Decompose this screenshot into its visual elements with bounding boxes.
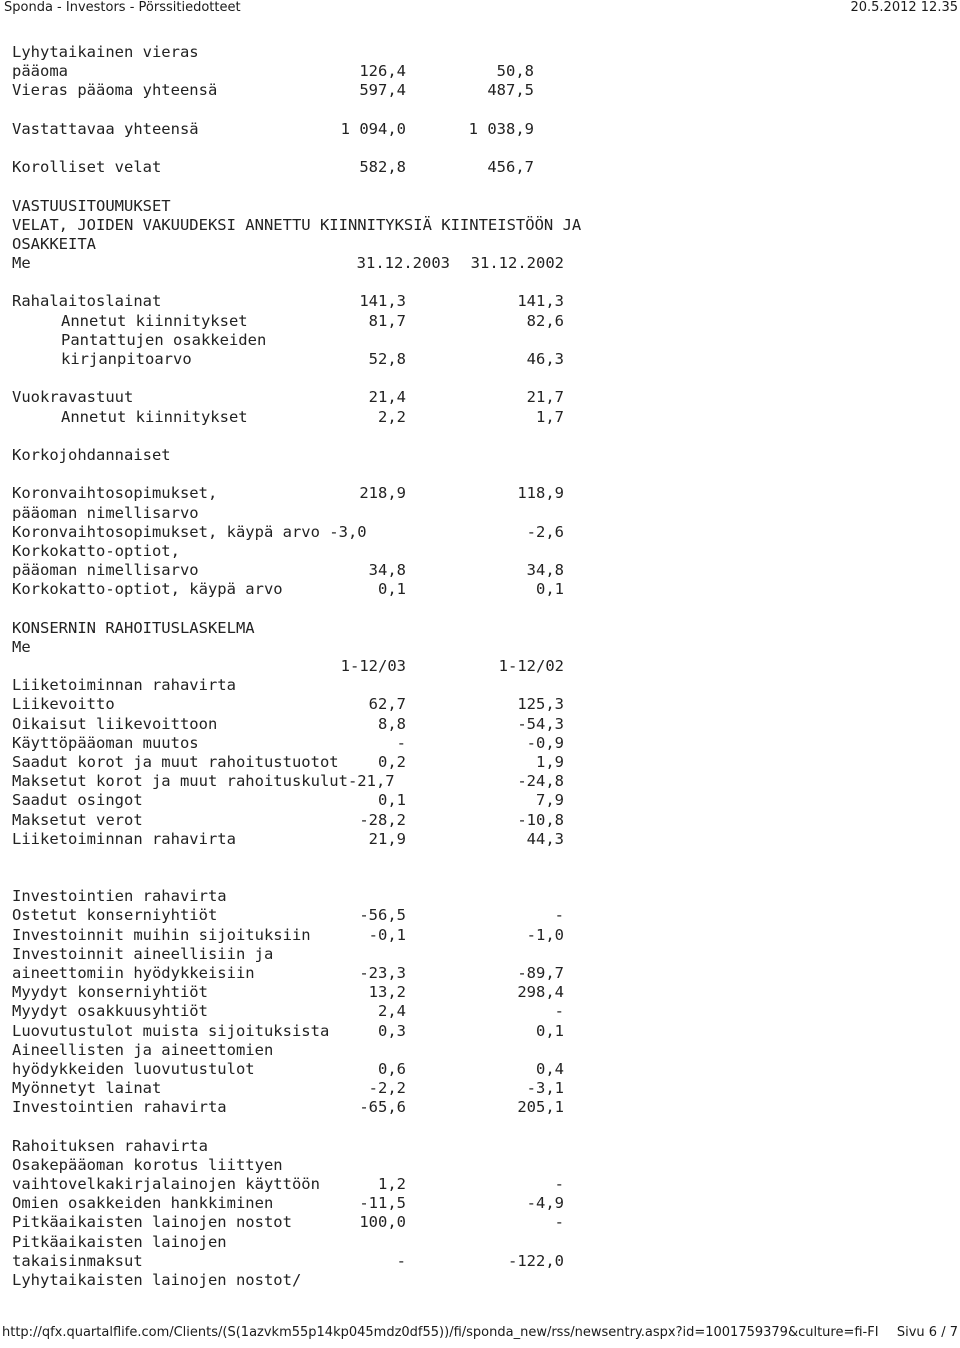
- row-label: Ostetut konserniyhtiöt: [12, 906, 218, 925]
- value-2002: -122,0: [508, 1251, 564, 1270]
- text-line: Lyhytaikaisten lainojen nostot/: [12, 1271, 302, 1289]
- row-label: Vuokravastuut: [12, 388, 134, 407]
- row-label: pääoman nimellisarvo: [12, 561, 199, 580]
- value-2003: 0,6: [378, 1059, 406, 1078]
- table-row: [12, 1079, 942, 1098]
- table-row: [12, 523, 942, 542]
- row-label: vaihtovelkakirjalainojen käyttöön: [12, 1175, 320, 1194]
- value-2002: 456,7: [487, 158, 534, 177]
- page-url: http://qfx.quartalflife.com/Clients/(S(1azvkm55p14kp045mdz0df55))/fi/sponda_new/rss/newsentry.aspx?id=1001759379&culture=fi-FI: [2, 1325, 879, 1340]
- value-2002: 1,7: [536, 407, 564, 426]
- column-header-2002: 1-12/02: [498, 657, 564, 675]
- value-2003: 34,8: [368, 561, 406, 580]
- value-2003: 62,7: [368, 695, 406, 714]
- text-line: pääoman nimellisarvo: [12, 503, 199, 522]
- value-2002: -3,1: [526, 1079, 564, 1098]
- value-2002: 125,3: [517, 695, 564, 714]
- value-2003: 100,0: [359, 1213, 406, 1232]
- value-2002: -24,8: [517, 772, 564, 791]
- row-label: Investointien rahavirta: [12, 1098, 227, 1117]
- value-2003: 582,8: [359, 158, 406, 177]
- value-2002: -54,3: [517, 714, 564, 733]
- table-row: [12, 1194, 942, 1213]
- value-2003: 0,1: [378, 580, 406, 599]
- table-row: [12, 312, 942, 331]
- row-label: Myydyt osakkuusyhtiöt: [12, 1002, 208, 1021]
- value-2002: -0,9: [526, 733, 564, 752]
- table-row: [12, 715, 942, 734]
- row-label: Vieras pääoma yhteensä: [12, 81, 218, 100]
- value-2002: -10,8: [517, 810, 564, 829]
- value-2003: 0,2: [378, 752, 406, 771]
- table-row: [12, 753, 942, 772]
- value-2003: 0,1: [378, 791, 406, 810]
- column-header-2003: 1-12/03: [340, 657, 406, 675]
- subsection-heading: Investointien rahavirta: [12, 887, 227, 906]
- value-2003: 218,9: [359, 484, 406, 503]
- table-row: [12, 983, 942, 1002]
- table-row: [12, 408, 942, 427]
- value-2003: 52,8: [368, 350, 406, 368]
- value-2003: 13,2: [368, 983, 406, 1002]
- row-label: Rahalaitoslainat: [12, 292, 162, 311]
- section-heading: KONSERNIN RAHOITUSLASKELMA: [12, 618, 255, 637]
- table-row: [12, 350, 942, 369]
- row-label: Myydyt konserniyhtiöt: [12, 983, 208, 1002]
- table-row: [12, 1098, 942, 1117]
- table-row: [12, 926, 942, 945]
- table-row: [12, 734, 942, 753]
- row-label: Pitkäaikaisten lainojen nostot: [12, 1213, 292, 1232]
- value-2003: 21,4: [368, 388, 406, 407]
- row-label: Liikevoitto: [12, 695, 115, 714]
- table-row: [12, 772, 942, 791]
- row-label: hyödykkeiden luovutustulot: [12, 1059, 255, 1078]
- row-label: Korolliset velat: [12, 158, 162, 177]
- row-label: Annetut kiinnitykset: [61, 311, 248, 330]
- value-2003: -65,6: [359, 1098, 406, 1117]
- value-2003: -2,2: [368, 1079, 406, 1098]
- table-row: [12, 484, 942, 503]
- press-release-body: [12, 43, 942, 1290]
- row-label: Investoinnit muihin sijoituksiin: [12, 925, 311, 944]
- value-2003: 1 094,0: [340, 119, 406, 138]
- table-row: [12, 1252, 942, 1271]
- value-2002: 205,1: [517, 1098, 564, 1117]
- row-label: Myönnetyt lainat: [12, 1079, 162, 1098]
- page-number: Sivu 6 / 7: [896, 1325, 958, 1340]
- subsection-heading: Rahoituksen rahavirta: [12, 1136, 208, 1155]
- value-2003: 1,2: [378, 1175, 406, 1194]
- table-row: [12, 964, 942, 983]
- row-label: Saadut osingot: [12, 791, 143, 810]
- column-header-2003: 31.12.2003: [356, 254, 450, 273]
- print-date: 20.5.2012 12.35: [850, 0, 958, 15]
- table-row: [12, 1002, 942, 1021]
- text-line: Korkojohdannaiset: [12, 445, 171, 464]
- row-label: takaisinmaksut: [12, 1251, 143, 1270]
- table-row: [12, 811, 942, 830]
- value-2003: -: [396, 1251, 406, 1270]
- unit-label: Me: [12, 637, 31, 656]
- value-2003: -: [396, 733, 406, 752]
- value-2003: -0,1: [368, 925, 406, 944]
- section-heading: VELAT, JOIDEN VAKUUDEKSI ANNETTU KIINNITYKSIÄ KIINTEISTÖÖN JA: [12, 215, 582, 234]
- column-header-row: [12, 254, 942, 273]
- page-title: Sponda - Investors - Pörssitiedotteet: [4, 0, 241, 15]
- table-row: [12, 158, 942, 177]
- value-2002: 0,1: [536, 580, 564, 599]
- table-row: [12, 1175, 942, 1194]
- row-label: aineettomiin hyödykkeisiin: [12, 964, 255, 982]
- text-line: Aineellisten ja aineettomien: [12, 1040, 274, 1059]
- value-2003: 597,4: [359, 81, 406, 100]
- value-2003: 0,3: [378, 1021, 406, 1040]
- value-2002: -: [554, 1213, 564, 1232]
- value-2003: -23,3: [359, 964, 406, 982]
- value-2002: 21,7: [526, 388, 564, 407]
- table-row: [12, 791, 942, 810]
- value-2002: -2,6: [526, 522, 564, 541]
- browser-print-footer: [0, 1325, 960, 1341]
- text-line: Korkokatto-optiot,: [12, 541, 180, 560]
- table-row: [12, 695, 942, 714]
- value-2002: -89,7: [517, 964, 564, 982]
- value-2002: 44,3: [526, 829, 564, 848]
- value-2002: -: [554, 1002, 564, 1021]
- column-header-row: [12, 657, 942, 676]
- value-2003: 2,2: [378, 407, 406, 426]
- table-row: [12, 906, 942, 925]
- value-2002: 1,9: [536, 752, 564, 771]
- row-label: Maksetut verot: [12, 810, 143, 829]
- value-2002: 298,4: [517, 983, 564, 1002]
- table-row: [12, 120, 942, 139]
- row-label: Annetut kiinnitykset: [61, 407, 248, 426]
- subsection-heading: Liiketoiminnan rahavirta: [12, 676, 236, 695]
- text-line: Lyhytaikainen vieras: [12, 43, 199, 61]
- value-2002: 34,8: [526, 561, 564, 580]
- value-2003: 141,3: [359, 292, 406, 311]
- table-row: [12, 561, 942, 580]
- value-2002: -1,0: [526, 925, 564, 944]
- value-2002: -: [554, 906, 564, 925]
- value-2002: 82,6: [526, 311, 564, 330]
- value-2002: 141,3: [517, 292, 564, 311]
- value-2002: 7,9: [536, 791, 564, 810]
- row-label: Saadut korot ja muut rahoitustuotot: [12, 752, 339, 771]
- row-label: kirjanpitoarvo: [61, 350, 192, 368]
- text-line: Osakepääoman korotus liittyen: [12, 1155, 283, 1174]
- value-2003: -56,5: [359, 906, 406, 925]
- table-row: [12, 388, 942, 407]
- value-2003: 2,4: [378, 1002, 406, 1021]
- table-row: [12, 580, 942, 599]
- table-row: [12, 1213, 942, 1232]
- row-label: Maksetut korot ja muut rahoituskulut-21,7: [12, 772, 395, 791]
- table-row: [12, 292, 942, 311]
- value-2002: 50,8: [496, 62, 534, 81]
- row-label: Koronvaihtosopimukset,: [12, 484, 218, 503]
- value-2003: -11,5: [359, 1194, 406, 1213]
- value-2002: 1 038,9: [468, 119, 534, 138]
- value-2003: 8,8: [378, 714, 406, 733]
- value-2003: 81,7: [368, 311, 406, 330]
- row-label: Koronvaihtosopimukset, käypä arvo -3,0: [12, 522, 367, 541]
- value-2002: 118,9: [517, 484, 564, 503]
- value-2002: -4,9: [526, 1194, 564, 1213]
- table-row: [12, 830, 942, 849]
- row-label: pääoma: [12, 62, 68, 81]
- section-heading: OSAKKEITA: [12, 234, 96, 253]
- row-label: Käyttöpääoman muutos: [12, 733, 199, 752]
- table-row: [12, 1060, 942, 1079]
- value-2003: 126,4: [359, 62, 406, 81]
- value-2003: 21,9: [368, 829, 406, 848]
- value-2002: -: [554, 1175, 564, 1194]
- table-row: [12, 1022, 942, 1041]
- row-label: Korkokatto-optiot, käypä arvo: [12, 580, 283, 599]
- unit-label: Me: [12, 254, 31, 273]
- section-heading: VASTUUSITOUMUKSET: [12, 196, 171, 215]
- table-row: [12, 81, 942, 100]
- row-label: Omien osakkeiden hankkiminen: [12, 1194, 274, 1213]
- value-2002: 0,1: [536, 1021, 564, 1040]
- text-line: Pitkäaikaisten lainojen: [12, 1232, 227, 1251]
- value-2002: 0,4: [536, 1059, 564, 1078]
- row-label: Luovutustulot muista sijoituksista: [12, 1021, 330, 1040]
- table-row: [12, 62, 942, 81]
- browser-print-header: [0, 0, 960, 17]
- text-line: Investoinnit aineellisiin ja: [12, 944, 274, 963]
- value-2003: -28,2: [359, 810, 406, 829]
- column-header-2002: 31.12.2002: [470, 254, 564, 273]
- text-line: Pantattujen osakkeiden: [61, 330, 267, 349]
- row-label: Vastattavaa yhteensä: [12, 119, 199, 138]
- value-2002: 46,3: [526, 350, 564, 368]
- row-label: Oikaisut liikevoittoon: [12, 714, 218, 733]
- row-label: Liiketoiminnan rahavirta: [12, 829, 236, 848]
- value-2002: 487,5: [487, 81, 534, 100]
